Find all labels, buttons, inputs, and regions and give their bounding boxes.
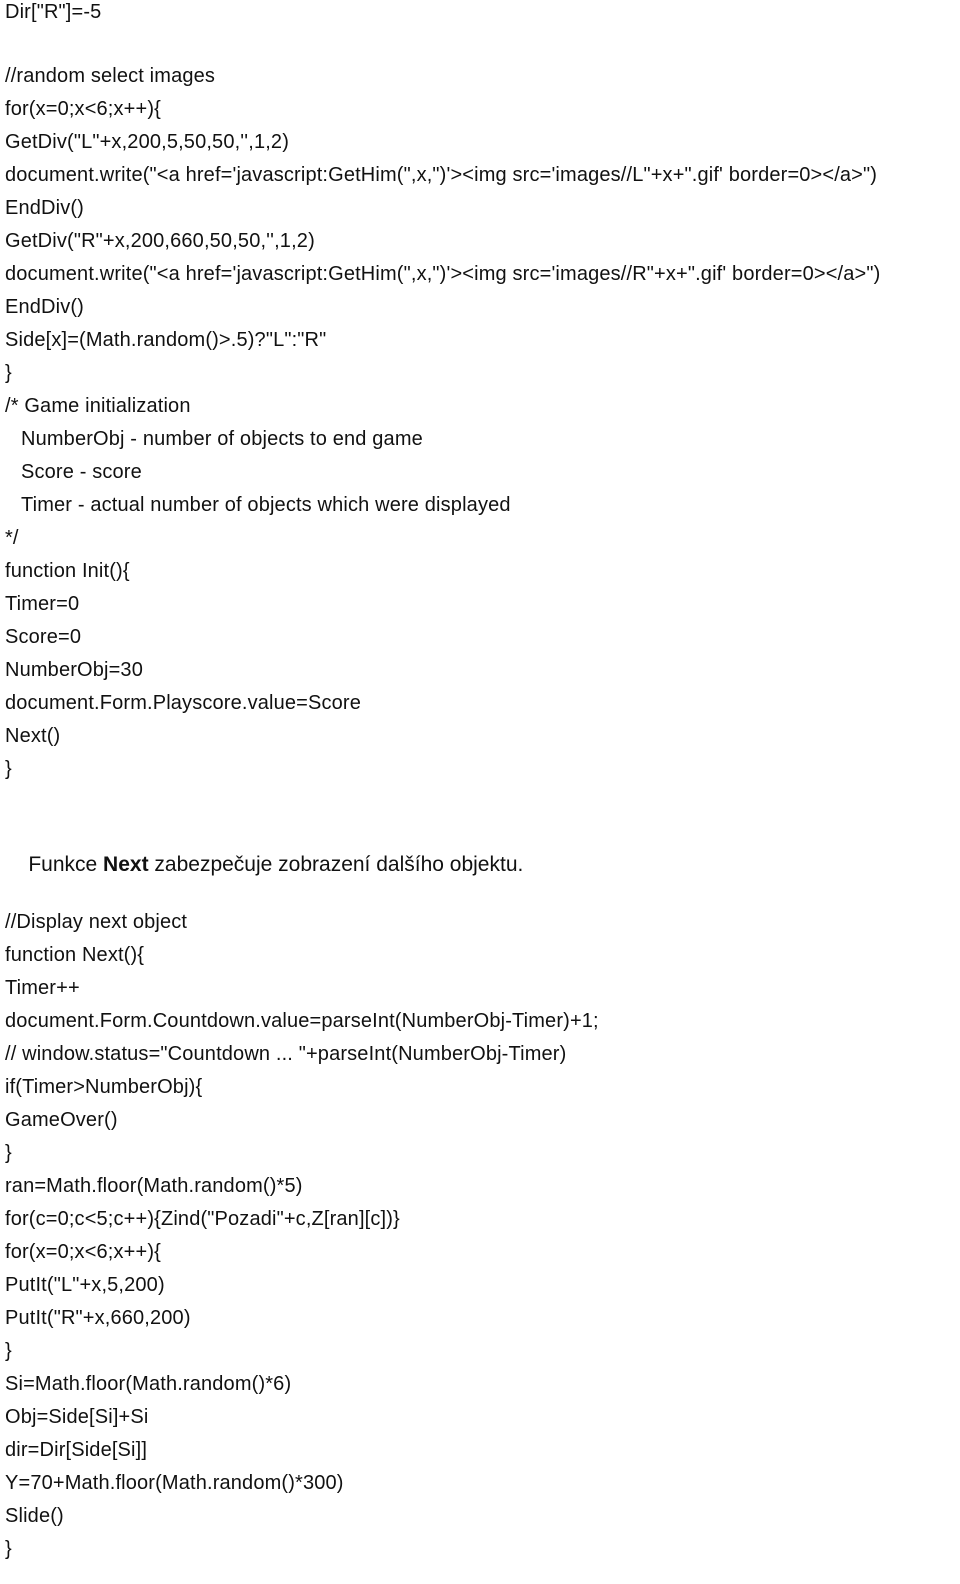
code-line: document.write("<a href='javascript:GetHim(",x,")'><img src='images//L"+x+".gif' border=0></a>") (5, 164, 878, 186)
code-comment-line: Timer - actual number of objects which were displayed (21, 494, 511, 516)
code-line: } (5, 362, 12, 384)
code-line: NumberObj=30 (5, 659, 143, 681)
code-line: document.Form.Countdown.value=parseInt(NumberObj-Timer)+1; (5, 1010, 599, 1032)
code-line: for(x=0;x<6;x++){ (5, 98, 161, 120)
code-line: //random select images (5, 65, 216, 87)
code-line: document.Form.Playscore.value=Score (5, 692, 361, 714)
code-line: GetDiv("R"+x,200,660,50,50,'',1,2) (5, 230, 315, 252)
code-line: } (5, 1142, 12, 1164)
code-line: function Next(){ (5, 944, 145, 966)
code-line: Side[x]=(Math.random()>.5)?"L":"R" (5, 329, 327, 351)
paragraph-next-description (5, 820, 523, 910)
prose-text: zabezpečuje zobrazení dalšího objektu. (148, 853, 524, 876)
code-line: GetDiv("L"+x,200,5,50,50,'',1,2) (5, 131, 290, 153)
code-comment-line: NumberObj - number of objects to end game (21, 428, 423, 450)
code-line: for(x=0;x<6;x++){ (5, 1241, 161, 1263)
code-line: Dir["R"]=-5 (5, 1, 102, 23)
code-line: } (5, 1340, 12, 1362)
code-block-next (5, 910, 599, 1570)
code-block-init (5, 64, 880, 790)
code-line: } (5, 1538, 12, 1560)
code-line: } (5, 758, 12, 780)
code-comment-line: //Display next object (5, 911, 188, 933)
code-line: function Init(){ (5, 560, 130, 582)
code-line: for(c=0;c<5;c++){Zind("Pozadi"+c,Z[ran][c])} (5, 1208, 400, 1230)
code-line: EndDiv() (5, 197, 84, 219)
code-line: EndDiv() (5, 296, 84, 318)
code-comment-line: Score - score (21, 461, 142, 483)
code-line: PutIt("R"+x,660,200) (5, 1307, 191, 1329)
prose-bold-term: Next (103, 853, 149, 876)
code-line: if(Timer>NumberObj){ (5, 1076, 203, 1098)
prose-text: Funkce (28, 853, 104, 876)
code-line: GameOver() (5, 1109, 118, 1131)
code-line: Slide() (5, 1505, 64, 1527)
code-line: document.write("<a href='javascript:GetHim(",x,")'><img src='images//R"+x+".gif' border=0></a>") (5, 263, 881, 285)
code-line: Score=0 (5, 626, 82, 648)
code-line: dir=Dir[Side[Si]] (5, 1439, 148, 1461)
code-comment-line: */ (5, 527, 19, 549)
code-line: Y=70+Math.floor(Math.random()*300) (5, 1472, 344, 1494)
code-line: Obj=Side[Si]+Si (5, 1406, 149, 1428)
code-line: ran=Math.floor(Math.random()*5) (5, 1175, 303, 1197)
code-line: Si=Math.floor(Math.random()*6) (5, 1373, 292, 1395)
code-line: Timer++ (5, 977, 80, 999)
code-comment-line: /* Game initialization (5, 395, 191, 417)
code-line: Timer=0 (5, 593, 80, 615)
code-comment-line: // window.status="Countdown ... "+parseInt(NumberObj-Timer) (5, 1043, 567, 1065)
code-line: PutIt("L"+x,5,200) (5, 1274, 165, 1296)
code-line: Next() (5, 725, 61, 747)
